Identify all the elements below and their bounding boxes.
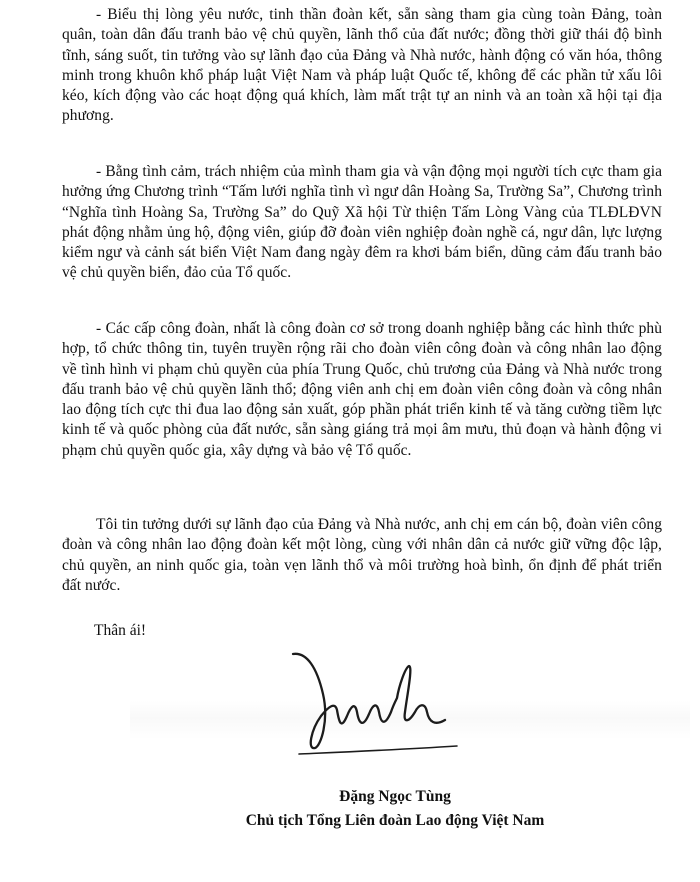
paragraph-fishermen-support: - Bằng tình cảm, trách nhiệm của mình tham gia và vận động mọi người tích cực tham gia hưởng ứng Chương trình “Tấm lưới nghĩa tình vì ngư dân Hoàng Sa, Trường Sa”, Chương trình “Nghĩa tình Hoàng Sa, Trường Sa” do Quỹ Xã hội Từ thiện Tấm Lòng Vàng của TLĐLĐVN phát động nhằm ủng hộ, động viên, giúp đỡ đoàn viên nghiệp đoàn nghề cá, ngư dân, lực lượng kiểm ngư và cảnh sát biển Việt Nam đang ngày đêm ra khơi bám biển, dũng cảm đấu tranh bảo vệ chủ quyền biển, đảo của Tổ quốc. [62, 163, 662, 282]
signature-image [285, 646, 460, 756]
paragraph-confidence: Tôi tin tưởng dưới sự lãnh đạo của Đảng và Nhà nước, anh chị em cán bộ, đoàn viên công đoàn và công nhân lao động đoàn kết một lòng, cùng với nhân dân cả nước giữ vững độc lập, chủ quyền, an ninh quốc gia, toàn vẹn lãnh thổ và môi trường hoà bình, ổn định để phát triển đất nước. [62, 516, 662, 594]
paragraph-patriotism: - Biểu thị lòng yêu nước, tinh thần đoàn kết, sẵn sàng tham gia cùng toàn Đảng, toàn quân, toàn dân đấu tranh bảo vệ chủ quyền, lãnh thổ của đất nước; đồng thời giữ thái độ bình tĩnh, sáng suốt, tin tưởng vào sự lãnh đạo của Đảng và Nhà nước, hành động có văn hóa, thông minh trong khuôn khổ pháp luật Việt Nam và pháp luật Quốc tế, không để các phần tử xấu lôi kéo, kích động vào các hoạt động quá khích, làm mất trật tự an ninh và an toàn xã hội tại địa phương. [62, 6, 662, 125]
paragraph-union-propaganda: - Các cấp công đoàn, nhất là công đoàn cơ sở trong doanh nghiệp bằng các hình thức phù hợp, tổ chức thông tin, tuyên truyền rộng rãi cho đoàn viên công đoàn và công nhân lao động về tình hình vi phạm chủ quyền của phía Trung Quốc, chủ trương của Đảng và Nhà nước trong đấu tranh bảo vệ chủ quyền lãnh thổ; động viên anh chị em đoàn viên công đoàn và công nhân lao động tích cực thi đua lao động sản xuất, góp phần phát triển kinh tế và tăng cường tiềm lực kinh tế và quốc phòng của đất nước, sẵn sàng giáng trả mọi âm mưu, thủ đoạn và hành động vi phạm chủ quyền quốc gia, xây dựng và bảo vệ Tổ quốc. [62, 320, 662, 459]
signer-title: Chủ tịch Tổng Liên đoàn Lao động Việt Nam [245, 812, 545, 829]
closing-greeting: Thân ái! [94, 622, 147, 639]
signer-name: Đặng Ngọc Tùng [339, 788, 451, 805]
